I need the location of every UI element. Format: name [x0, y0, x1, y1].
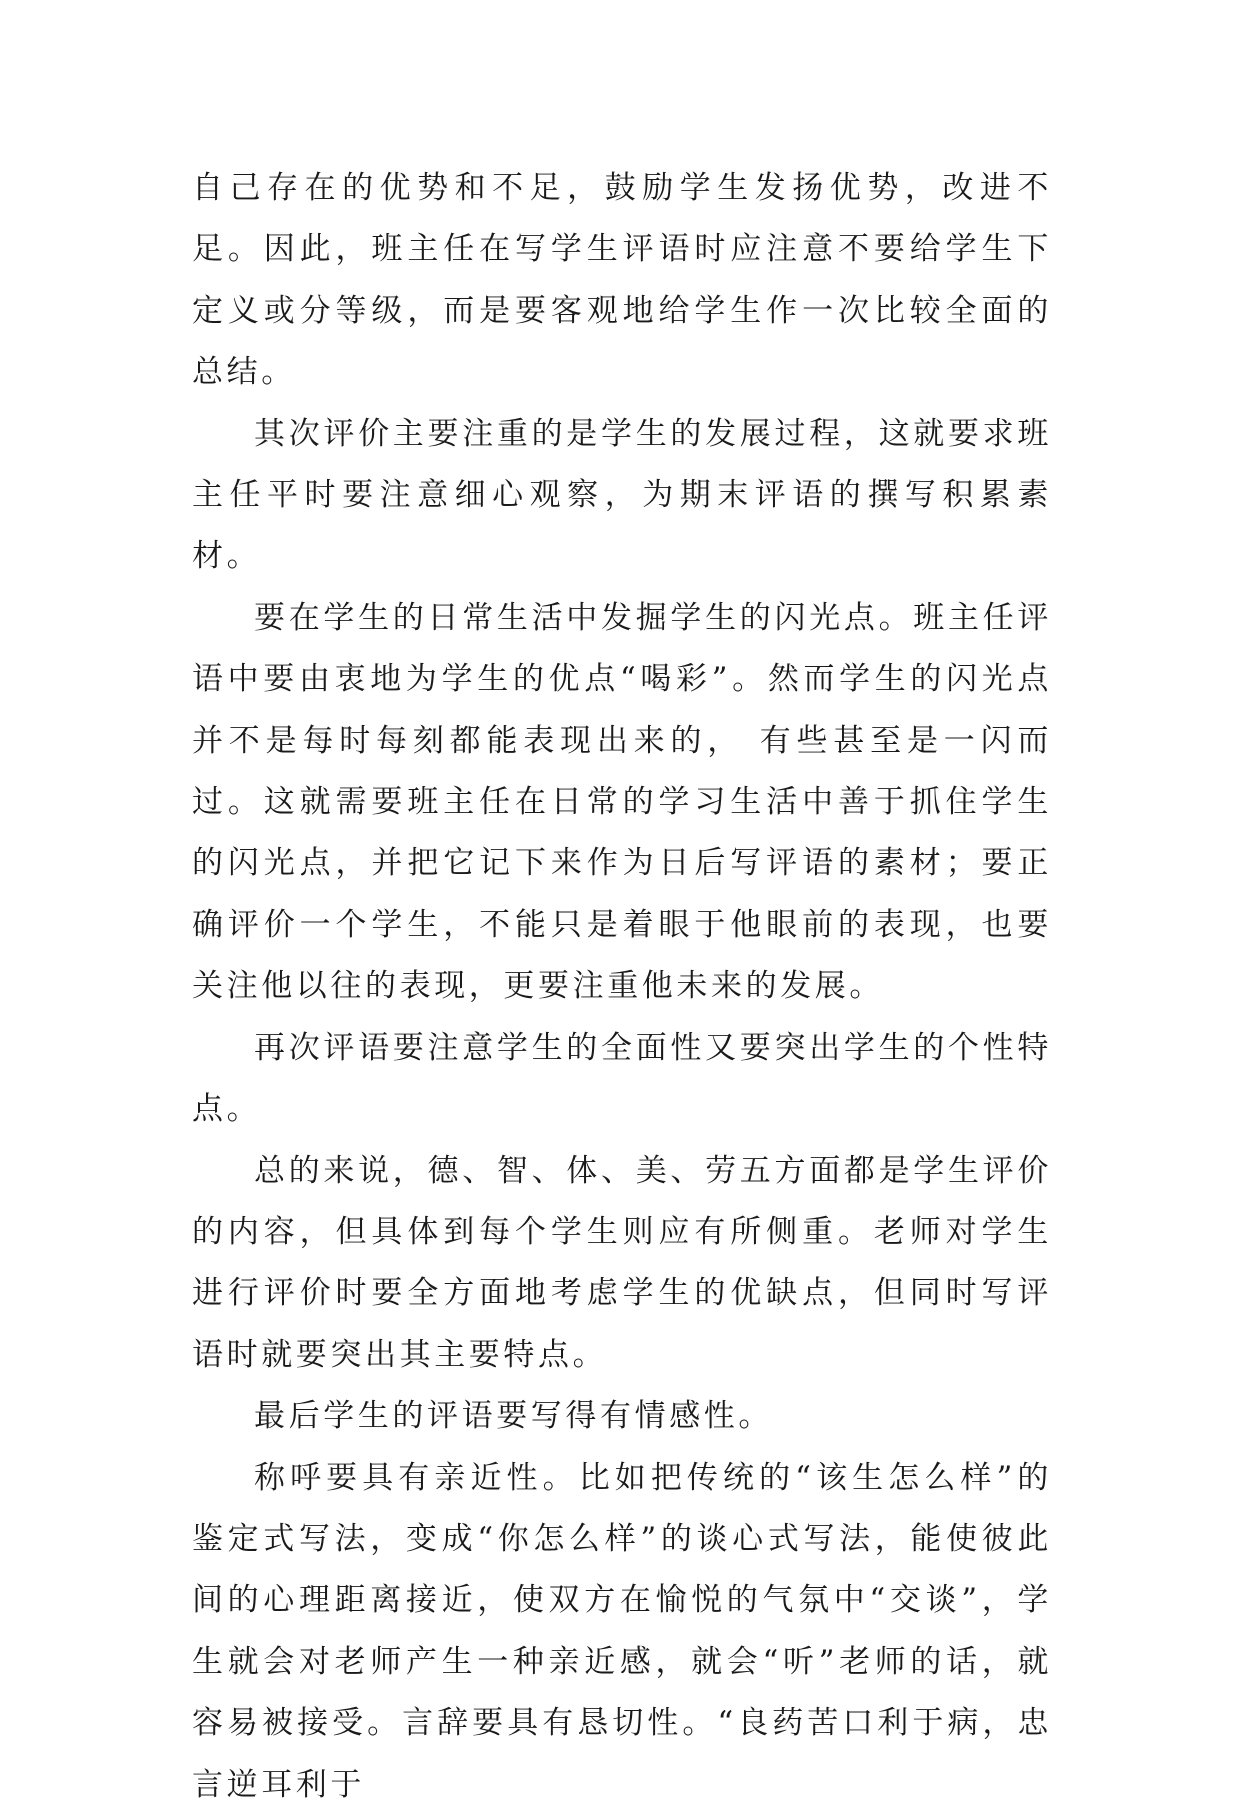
paragraph-emotional: 最后学生的评语要写得有情感性。 [254, 1398, 773, 1435]
paragraph-address-affinity: 称呼要具有亲近性。比如把传统的“该生怎么样”的鉴定式写法，变成“你怎么样”的谈心式写法，能使彼此间的心理距离接近，使双方在愉悦的气氛中“交谈”，学生就会对老师产生一种亲近感，就会“听”老师的话，就容易被接受。言辞要具有恳切性。“良药苦口利于病，忠言逆耳利于 [192, 1459, 1052, 1803]
paragraph-development-process: 其次评价主要注重的是学生的发展过程，这就要求班主任平时要注意细心观察，为期末评语的撰写积累素材。 [192, 415, 1052, 575]
paragraph-five-aspects: 总的来说，德、智、体、美、劳五方面都是学生评价的内容，但具体到每个学生则应有所侧重。老师对学生进行评价时要全方面地考虑学生的优缺点，但同时写评语时就要突出其主要特点。 [192, 1152, 1052, 1373]
paragraph-highlight-points: 要在学生的日常生活中发掘学生的闪光点。班主任评语中要由衷地为学生的优点“喝彩”。然而学生的闪光点并不是每时每刻都能表现出来的， 有些甚至是一闪而过。这就需要班主任在日常的学习生活中善于抓住学生的闪光点，并把它记下来作为日后写评语的素材；要正确评价一个学生，不能只是着眼于他眼前的表现，也要关注他以往的表现，更要注重他未来的发展。 [192, 599, 1052, 1005]
document-body [192, 158, 1052, 1816]
paragraph-continuation: 自己存在的优势和不足，鼓励学生发扬优势，改进不足。因此，班主任在写学生评语时应注意不要给学生下定义或分等级，而是要客观地给学生作一次比较全面的总结。 [192, 170, 1052, 391]
paragraph-comprehensiveness: 再次评语要注意学生的全面性又要突出学生的个性特点。 [192, 1029, 1052, 1128]
